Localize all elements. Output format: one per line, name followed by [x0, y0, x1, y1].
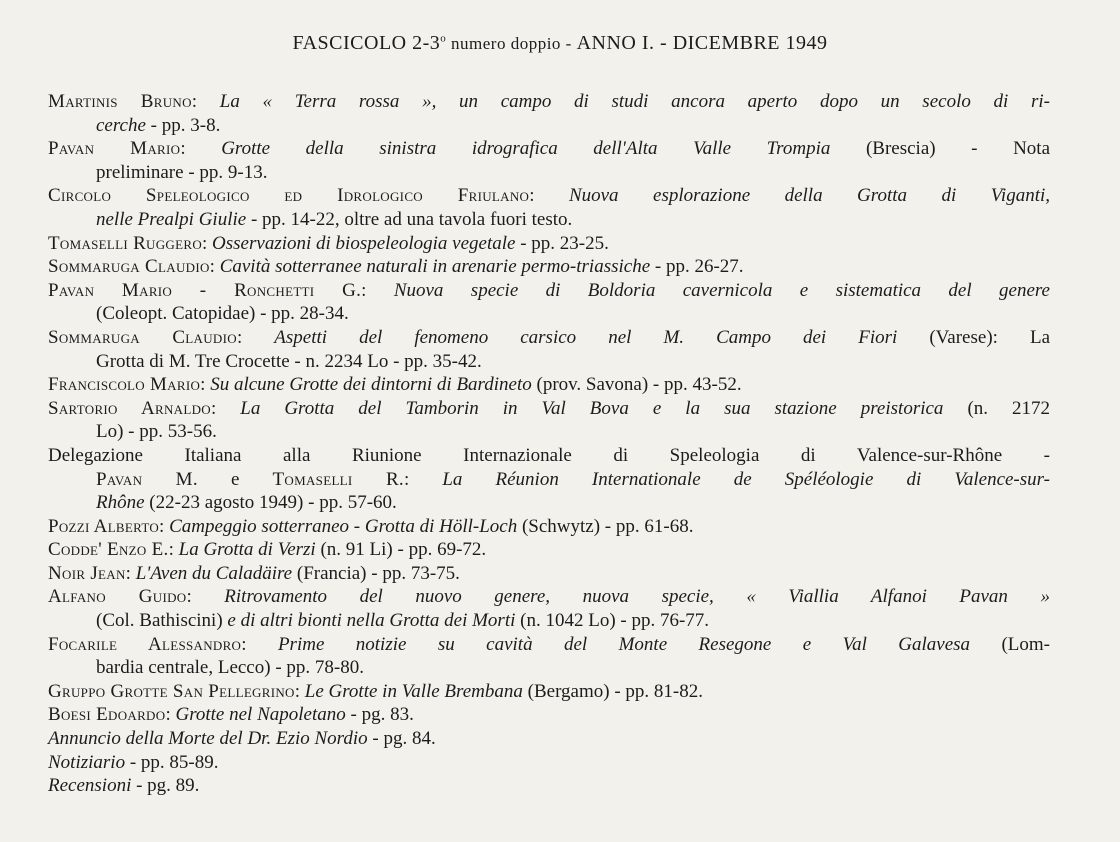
- toc-entry: [48, 703, 1050, 727]
- toc-entry: [48, 255, 1050, 279]
- entry-title: Ritrovamento del nuovo genere, nuova specie, « Viallia Alfanoi Pavan »: [224, 586, 1050, 608]
- toc-entry: [48, 326, 1050, 373]
- entry-title: Notiziario: [48, 751, 126, 773]
- entry-pages: - pg. 89.: [131, 775, 200, 797]
- entry-author: Sommaruga Claudio: [48, 326, 237, 348]
- entry-details: (Brescia) - Nota: [830, 138, 1051, 160]
- entry-author: Pavan M.: [96, 468, 198, 490]
- entry-title: Nuova esplorazione della Grotta di Viganti,: [568, 185, 1051, 207]
- entry-title: Nuova specie di Boldoria cavernicola e sistematica del genere: [393, 279, 1050, 301]
- entry-pages: preliminare - pp. 9-13.: [96, 161, 268, 183]
- entry-author-2: Tomaselli R.: [272, 468, 404, 490]
- entry-details: (n. 2172: [943, 397, 1051, 419]
- entry-pages: (22-23 agosto 1949) - pp. 57-60.: [144, 492, 397, 514]
- toc-entry: [48, 751, 1050, 775]
- entry-separator: :: [403, 468, 443, 490]
- entry-pages: (Bergamo) - pp. 81-82.: [522, 680, 704, 702]
- entry-title: La Grotta del Tamborin in Val Bova e la sua stazione preistorica: [240, 397, 944, 419]
- entry-title: Le Grotte in Valle Brembana: [304, 680, 523, 702]
- header-superscript: o: [440, 32, 447, 45]
- entry-pages: (Coleopt. Catopidae) - pp. 28-34.: [96, 303, 349, 325]
- entry-title-cont: e di altri bionti nella Grotta dei Morti: [227, 610, 516, 632]
- entry-title: Recensioni: [48, 775, 132, 797]
- entry-title-cont: Rhône: [96, 492, 145, 514]
- toc-entry: [48, 515, 1050, 539]
- entry-separator: :: [165, 704, 176, 726]
- entry-separator: :: [180, 138, 222, 160]
- entry-author: Gruppo Grotte San Pellegrino: [48, 680, 295, 702]
- entry-pages: - pg. 84.: [367, 728, 436, 750]
- entry-title: Osservazioni di biospeleologia vegetale: [212, 232, 516, 254]
- entry-author: Sommaruga Claudio: [48, 256, 210, 278]
- entry-separator: :: [210, 397, 241, 419]
- entry-title: Su alcune Grotte dei dintorni di Bardineto: [210, 374, 532, 396]
- entry-separator: :: [241, 633, 278, 655]
- entry-pages: - pp. 3-8.: [145, 114, 221, 136]
- toc-entry: [48, 137, 1050, 184]
- entry-author: Tomaselli Ruggero: [48, 232, 203, 254]
- entry-pages: - pp. 26-27.: [650, 256, 744, 278]
- entry-pages: (Schwytz) - pp. 61-68.: [517, 515, 694, 537]
- entry-pages: - pg. 83.: [345, 704, 414, 726]
- toc-entry: [48, 184, 1050, 231]
- entry-separator: :: [168, 539, 179, 561]
- header-anno-date: ANNO I. - DICEMBRE 1949: [576, 32, 828, 54]
- entry-conjunction: e: [197, 468, 273, 490]
- entry-title: Campeggio sotterraneo - Grotta di Höll-Loch: [169, 515, 518, 537]
- toc-entry: [48, 585, 1050, 632]
- entry-separator: :: [186, 586, 225, 608]
- entry-separator: :: [159, 515, 170, 537]
- entry-details: (Col. Bathiscini): [96, 610, 228, 632]
- entry-title: Grotte della sinistra idrografica dell'Alta Valle Trompia: [221, 138, 831, 160]
- table-of-contents: [48, 90, 1050, 798]
- entry-title-cont: nelle Prealpi Giulie: [96, 208, 247, 230]
- entry-author: Franciscolo Mario: [48, 374, 201, 396]
- entry-separator: :: [529, 185, 569, 207]
- toc-entry: [48, 90, 1050, 137]
- entry-author: Pavan Mario: [48, 138, 181, 160]
- entry-pages: - pp. 23-25.: [515, 232, 609, 254]
- entry-title: Cavità sotterranee naturali in arenarie permo-triassiche: [219, 256, 651, 278]
- entry-title: La Réunion Internationale de Spéléologie di Valence-sur-: [442, 468, 1050, 490]
- entry-pages: (prov. Savona) - pp. 43-52.: [531, 374, 742, 396]
- entry-separator: :: [191, 91, 220, 112]
- toc-entry: [48, 727, 1050, 751]
- entry-pages: - pp. 85-89.: [125, 751, 219, 773]
- entry-title: L'Aven du Caladäire: [135, 562, 293, 584]
- entry-delegation: Delegazione Italiana alla Riunione Internazionale di Speleologia di Valence-sur-Rhône -: [48, 444, 1050, 466]
- toc-entry: [48, 538, 1050, 562]
- toc-entry: [48, 774, 1050, 798]
- entry-separator: :: [209, 256, 220, 278]
- entry-author: Sartorio Arnaldo: [48, 397, 211, 419]
- entry-author: Circolo Speleologico ed Idrologico Friulano: [48, 185, 530, 207]
- entry-details: (Varese): La: [897, 326, 1050, 348]
- entry-separator: :: [294, 680, 305, 702]
- entry-title: Annuncio della Morte del Dr. Ezio Nordio: [48, 728, 368, 750]
- entry-separator: :: [202, 232, 213, 254]
- entry-pages: Lo) - pp. 53-56.: [96, 421, 217, 443]
- entry-separator: :: [236, 326, 275, 348]
- entry-title-cont: cerche: [96, 114, 146, 136]
- header-numero-doppio: numero doppio -: [446, 34, 577, 53]
- entry-author: Boesi Edoardo: [48, 704, 166, 726]
- entry-pages: - pp. 14-22, oltre ad una tavola fuori testo.: [246, 208, 573, 230]
- toc-entry: [48, 232, 1050, 256]
- entry-pages: (n. 1042 Lo) - pp. 76-77.: [515, 610, 710, 632]
- entry-separator: :: [200, 374, 211, 396]
- entry-title: Grotte nel Napoletano: [175, 704, 346, 726]
- entry-author: Focarile Alessandro: [48, 633, 242, 655]
- entry-pages: (n. 91 Li) - pp. 69-72.: [315, 539, 487, 561]
- entry-title: La Grotta di Verzi: [178, 539, 316, 561]
- entry-author: Noir Jean: [48, 562, 126, 584]
- issue-header: [0, 32, 1120, 55]
- toc-entry: [48, 444, 1050, 515]
- entry-pages: (Francia) - pp. 73-75.: [292, 562, 460, 584]
- toc-entry: [48, 633, 1050, 680]
- toc-entry: [48, 373, 1050, 397]
- entry-title: La « Terra rossa », un campo di studi ancora aperto dopo un secolo di ri-: [219, 91, 1050, 112]
- entry-pages: bardia centrale, Lecco) - pp. 78-80.: [96, 657, 364, 679]
- entry-author: Alfano Guido: [48, 586, 187, 608]
- toc-entry: [48, 680, 1050, 704]
- toc-entry: [48, 397, 1050, 444]
- entry-separator: :: [361, 279, 394, 301]
- entry-title: Aspetti del fenomeno carsico nel M. Campo dei Fiori: [274, 326, 898, 348]
- entry-title: Prime notizie su cavità del Monte Resegone e Val Galavesa: [277, 633, 971, 655]
- entry-author: Pozzi Alberto: [48, 515, 160, 537]
- entry-author: Martinis Bruno: [48, 91, 192, 112]
- entry-pages: Grotta di M. Tre Crocette - n. 2234 Lo - pp. 35-42.: [96, 350, 482, 372]
- entry-author: Codde' Enzo E.: [48, 539, 169, 561]
- toc-entry: [48, 279, 1050, 326]
- entry-separator: :: [125, 562, 136, 584]
- entry-author: Pavan Mario - Ronchetti G.: [48, 279, 362, 301]
- entry-details: (Lom-: [970, 633, 1050, 655]
- toc-entry: [48, 562, 1050, 586]
- header-fascicolo: FASCICOLO 2-3: [292, 32, 441, 54]
